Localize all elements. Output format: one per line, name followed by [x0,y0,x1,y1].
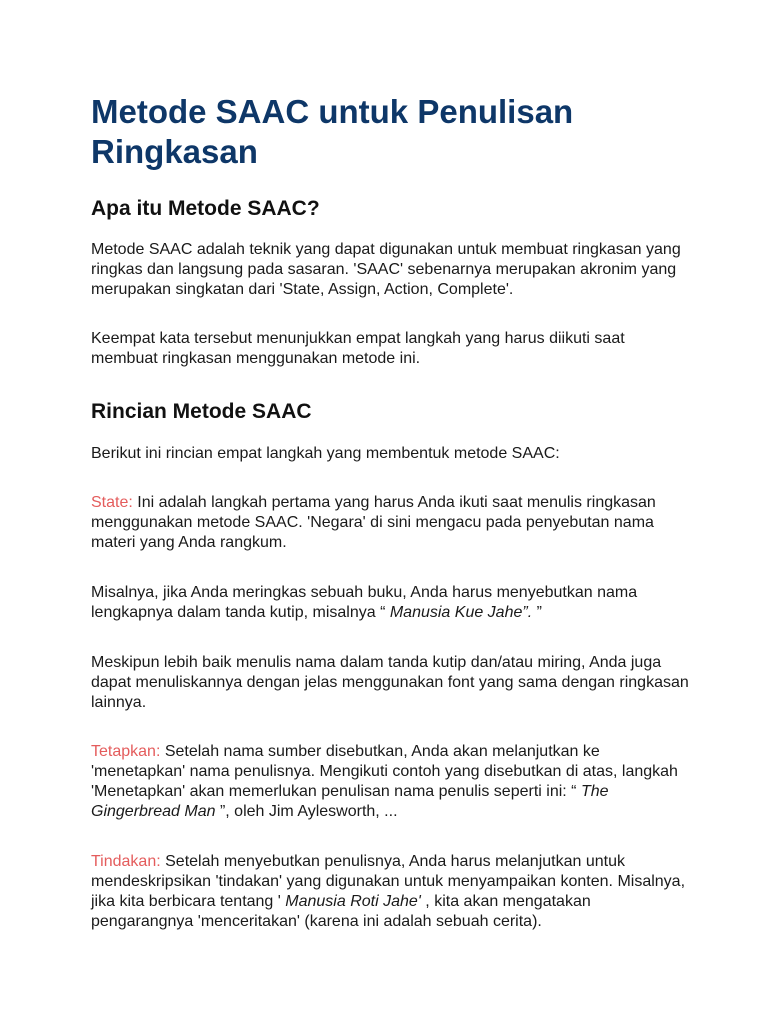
keyword-action: Tindakan: [91,853,161,870]
paragraph-saac-definition: Metode SAAC adalah teknik yang dapat digunakan untuk membuat ringkasan yang ringkas dan langsung pada sasaran. 'SAAC' sebenarnya merupakan akronim yang merupakan singkatan dari 'State, Assign, Action, Complete'. [91,241,681,298]
document-page [91,92,691,932]
book-example-closing-quote: ” [532,604,542,621]
paragraph-action-step [91,852,691,932]
page-title: Metode SAAC untuk Penulisan Ringkasan [91,93,574,170]
paragraph-assign-step [91,742,691,822]
action-example-title: Manusia Roti Jahe' [285,893,421,910]
keyword-assign: Tetapkan: [91,743,161,760]
keyword-state: State: [91,494,133,511]
action-example-tail: , kita akan mengatakan pengarangnya 'menceritakan' (karena ini adalah sebuah cerita). [91,893,591,930]
assign-example-title: The Gingerbread Man [91,783,609,820]
action-step-text: Setelah menyebutkan penulisnya, Anda harus melanjutkan untuk mendeskripsikan 'tindakan' yang digunakan untuk menyampaikan konten. Misalnya, jika kita berbicara tentang ' [91,853,686,910]
paragraph-four-words: Keempat kata tersebut menunjukkan empat langkah yang harus diikuti saat membuat ringkasan menggunakan metode ini. [91,330,625,367]
section-heading-saac-details: Rincian Metode SAAC [91,400,312,423]
section-heading-what-is-saac: Apa itu Metode SAAC? [91,197,320,220]
book-example-text: Misalnya, jika Anda meringkas sebuah buku, Anda harus menyebutkan nama lengkapnya dalam tanda kutip, misalnya “ [91,584,638,621]
paragraph-state-step [91,493,691,553]
paragraph-quote-advice: Meskipun lebih baik menulis nama dalam tanda kutip dan/atau miring, Anda juga dapat menuliskannya dengan jelas menggunakan font yang sama dengan ringkasan lainnya. [91,654,689,711]
assign-example-author: ”, oleh Jim Aylesworth, ... [215,803,398,820]
paragraph-details-intro: Berikut ini rincian empat langkah yang membentuk metode SAAC: [91,445,560,462]
assign-step-text: Setelah nama sumber disebutkan, Anda akan melanjutkan ke 'menetapkan' nama penulisnya. Mengikuti contoh yang disebutkan di atas, langkah 'Menetapkan' akan memerlukan penulisan nama penulis seperti ini: “ [91,743,678,800]
state-step-text: Ini adalah langkah pertama yang harus Anda ikuti saat menulis ringkasan menggunakan metode SAAC. 'Negara' di sini mengacu pada penyebutan nama materi yang Anda rangkum. [91,494,656,551]
book-example-title: Manusia Kue Jahe”. [389,604,533,621]
paragraph-book-example [91,583,691,623]
